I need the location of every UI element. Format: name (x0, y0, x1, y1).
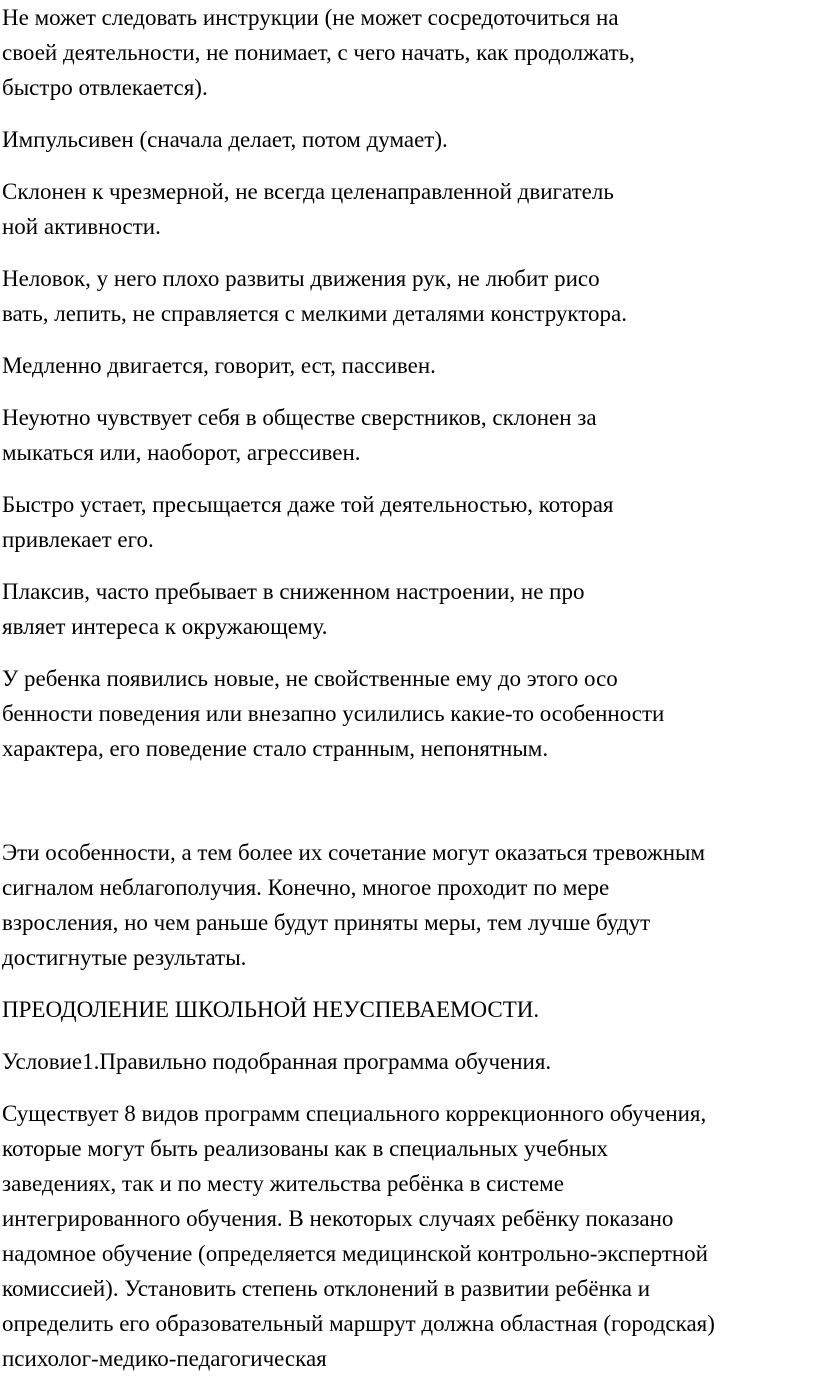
paragraph-new-traits (2, 661, 816, 766)
text-line: Быстро устает, пресыщается даже той деятельностью, которая (2, 492, 614, 517)
text-line: Эти особенности, а тем более их сочетание могут оказаться тревожным (2, 840, 706, 865)
text-line: заведениях, так и по месту жительства ребёнка в системе (2, 1171, 564, 1196)
text-line: мыкаться или, наоборот, агрессивен. (2, 440, 361, 465)
paragraph-motor-activity (2, 174, 816, 244)
paragraph-condition1 (2, 1044, 816, 1079)
text-line: бенности поведения или внезапно усилились какие-то особенности (2, 701, 665, 726)
paragraph-tearful (2, 574, 816, 644)
text-line: быстро отвлекается). (2, 75, 208, 100)
text-line: ПРЕОДОЛЕНИЕ ШКОЛЬНОЙ НЕУСПЕВАЕМОСТИ. (2, 997, 540, 1022)
text-line: Импульсивен (сначала делает, потом думает). (2, 127, 448, 152)
paragraph-peers (2, 400, 816, 470)
paragraph-clumsy (2, 261, 816, 331)
text-line: комиссией). Установить степень отклонений в развитии ребёнка и (2, 1276, 651, 1301)
text-line: достигнутые результаты. (2, 945, 247, 970)
text-line: привлекает его. (2, 527, 154, 552)
paragraph-slow (2, 348, 816, 383)
text-line: Условие1.Правильно подобранная программа обучения. (2, 1049, 552, 1074)
text-line: психолог-медико-педагогическая (2, 1346, 327, 1371)
text-line: взросления, но чем раньше будут приняты меры, тем лучше будут (2, 910, 651, 935)
paragraph-warning (2, 835, 816, 975)
text-line: которые могут быть реализованы как в специальных учебных (2, 1136, 609, 1161)
remediation-section (2, 835, 816, 1376)
paragraph-heading (2, 992, 816, 1027)
text-line: Плаксив, часто пребывает в сниженном настроении, не про (2, 579, 585, 604)
text-line: надомное обучение (определяется медицинской контрольно-экспертной (2, 1241, 708, 1266)
text-line: Медленно двигается, говорит, ест, пассивен. (2, 353, 436, 378)
text-line: определить его образовательный маршрут должна областная (городская) (2, 1311, 715, 1336)
text-line: ной активности. (2, 214, 161, 239)
paragraph-tired (2, 487, 816, 557)
text-line: Неуютно чувствует себя в обществе сверстников, склонен за (2, 405, 597, 430)
paragraph-instructions (2, 0, 816, 105)
paragraph-impulsive (2, 122, 816, 157)
text-line: Существует 8 видов программ специального коррекционного обучения, (2, 1101, 707, 1126)
text-line: интегрированного обучения. В некоторых случаях ребёнку показано (2, 1206, 674, 1231)
text-line: Неловок, у него плохо развиты движения рук, не любит рисо (2, 266, 600, 291)
symptoms-list (2, 0, 816, 766)
text-line: являет интереса к окружающему. (2, 614, 328, 639)
text-line: Склонен к чрезмерной, не всегда целенаправленной двигатель (2, 179, 614, 204)
text-line: Не может следовать инструкции (не может сосредоточиться на (2, 5, 619, 30)
paragraph-programs (2, 1096, 816, 1376)
text-line: сигналом неблагополучия. Конечно, многое проходит по мере (2, 875, 610, 900)
text-line: своей деятельности, не понимает, с чего начать, как продолжать, (2, 40, 635, 65)
text-line: характера, его поведение стало странным, непонятным. (2, 736, 549, 761)
text-line: У ребенка появились новые, не свойственные ему до этого осо (2, 666, 618, 691)
blank-gap (2, 783, 816, 835)
text-line: вать, лепить, не справляется с мелкими деталями конструктора. (2, 301, 627, 326)
